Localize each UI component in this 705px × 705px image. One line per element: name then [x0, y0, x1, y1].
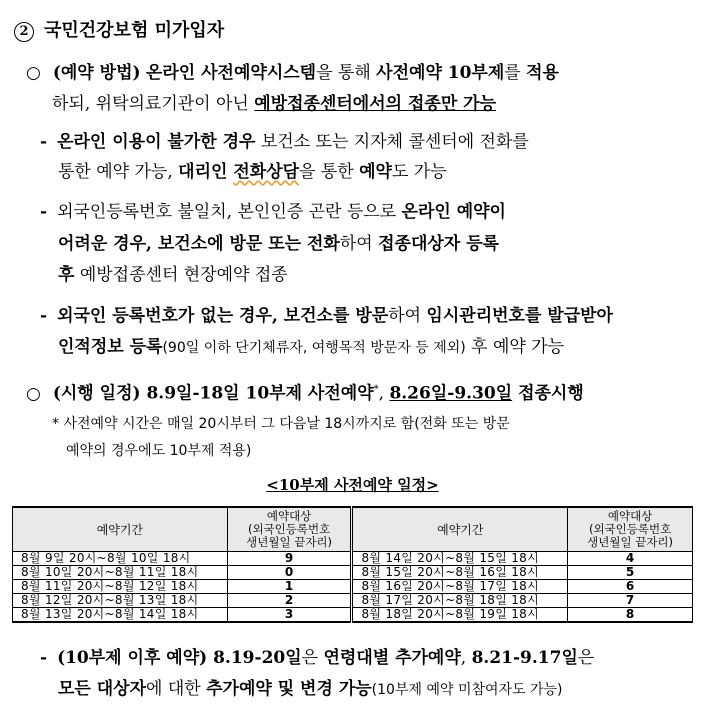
- header-target: 예약대상 (외국인등록번호 생년월일 끝자리): [568, 507, 693, 552]
- circle-bullet-icon: ○: [26, 63, 41, 83]
- section-number: 2: [14, 22, 34, 42]
- circle-bullet-icon: ○: [26, 383, 41, 404]
- table-title: <10부제 사전예약 일정>: [266, 476, 439, 494]
- table-row: 8월 13일 20시~8월 14일 18시 3 8월 18일 20시~8월 19일 18시 8: [13, 608, 693, 623]
- schedule-table: [12, 506, 693, 623]
- header-target: 예약대상 (외국인등록번호 생년월일 끝자리): [227, 507, 352, 552]
- section-title: 국민건강보험 미가입자: [44, 20, 225, 41]
- sub2-line-1: - 외국인등록번호 불일치, 본인인증 곤란 등으로 온라인 예약이: [40, 202, 506, 222]
- schedule-line: ○ (시행 일정) 8.9일-18일 10부제 사전예약*, 8.26일-9.30일 접종시행: [26, 383, 584, 404]
- table-row: 8월 10일 20시~8월 11일 18시 0 8월 15일 20시~8월 16일 18시 5: [13, 566, 693, 580]
- table-row: 8월 9일 20시~8월 10일 18시 9 8월 14일 20시~8월 15일 18시 4: [13, 552, 693, 566]
- after-line-2: 모든 대상자에 대한 추가예약 및 변경 가능(10부제 예약 미참여자도 가능): [58, 679, 563, 699]
- sub1-line-2: 통한 예약 가능, 대리인 전화상담을 통한 예약도 가능: [58, 162, 447, 182]
- dash-bullet-icon: -: [40, 202, 48, 222]
- dash-bullet-icon: -: [40, 306, 48, 326]
- sub2-line-3: 후 예방접종센터 현장예약 접종: [58, 265, 288, 285]
- method-line-2: 하되, 위탁의료기관이 아닌 예방접종센터에서의 접종만 가능: [52, 94, 497, 114]
- note-line-2: 예약의 경우에도 10부제 적용): [66, 443, 252, 459]
- note-line-1: * 사전예약 시간은 매일 20시부터 그 다음날 18시까지로 함(전화 또는 방문: [52, 416, 510, 432]
- table-row: 8월 11일 20시~8월 12일 18시 1 8월 16일 20시~8월 17일 18시 6: [13, 580, 693, 594]
- header-period: 예약기간: [352, 507, 568, 552]
- sub3-line-2: 인적정보 등록(90일 이하 단기체류자, 여행목적 방문자 등 제외) 후 예약 가능: [58, 337, 565, 357]
- method-emphasis: 예방접종센터에서의 접종만 가능: [254, 94, 497, 114]
- schedule-label: (시행 일정): [52, 383, 141, 404]
- table-row: 8월 12일 20시~8월 13일 18시 2 8월 17일 20시~8월 18일 18시 7: [13, 594, 693, 608]
- method-label: (예약 방법): [52, 63, 141, 83]
- sub3-line-1: - 외국인 등록번호가 없는 경우, 보건소를 방문하여 임시관리번호를 발급받아: [40, 306, 613, 326]
- header-period: 예약기간: [13, 507, 228, 552]
- dash-bullet-icon: -: [40, 132, 48, 152]
- method-line-1: ○ (예약 방법) 온라인 사전예약시스템을 통해 사전예약 10부제를 적용: [26, 63, 559, 83]
- section-heading: [14, 20, 224, 42]
- table-header-row: [13, 507, 693, 552]
- sub1-line-1: - 온라인 이용이 불가한 경우 보건소 또는 지자체 콜센터에 전화를: [40, 132, 529, 152]
- sub2-line-2: 어려운 경우, 보건소에 방문 또는 전화하여 접종대상자 등록: [58, 234, 499, 254]
- after-line-1: - (10부제 이후 예약) 8.19-20일은 연령대별 추가예약, 8.21-9.17일은: [40, 648, 595, 668]
- dash-bullet-icon: -: [40, 648, 48, 668]
